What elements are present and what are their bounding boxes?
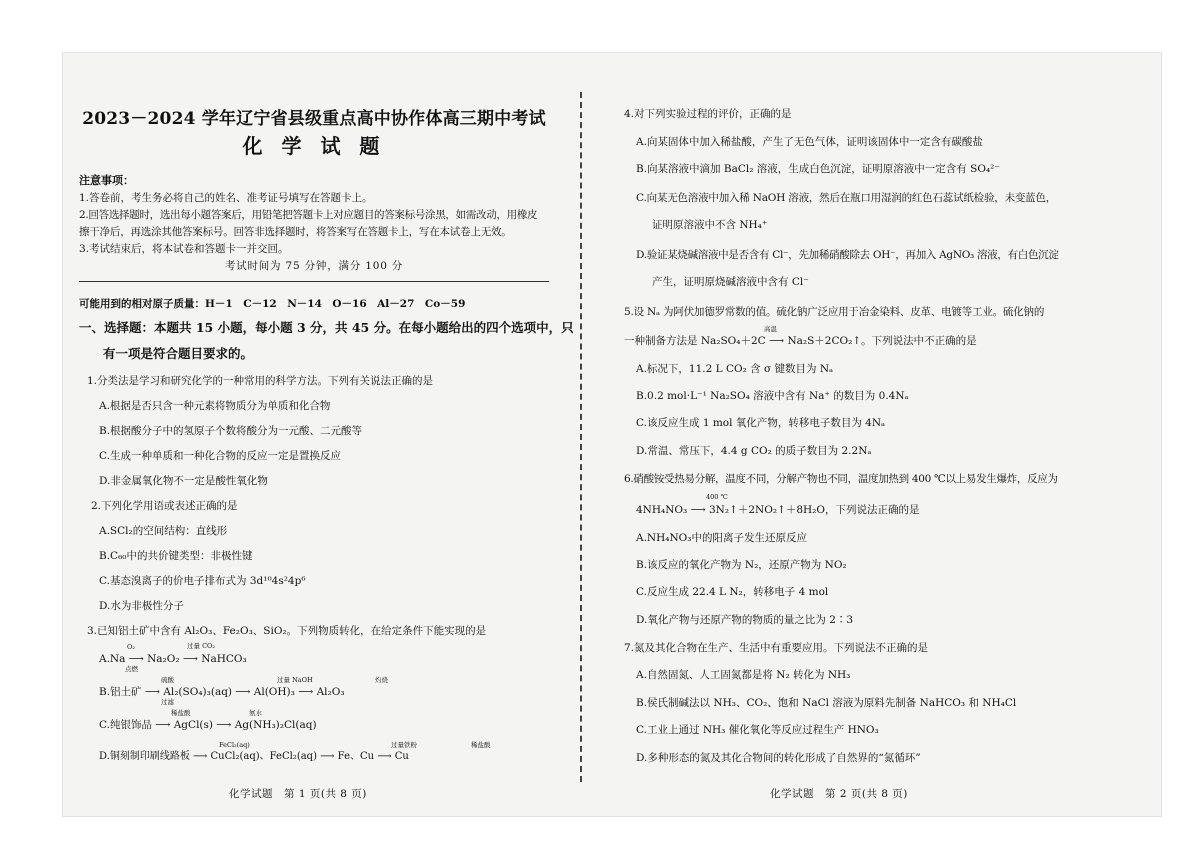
- notice-line-3: 擦干净后，再选涂其他答案标号。回答非选择题时，将答案写在答题卡上，写在本试卷上无效。: [79, 226, 512, 238]
- q3-b-condition-over-1: 硫酸: [161, 676, 174, 684]
- q6-option-a: A.NH₄NO₃中的阳离子发生还原反应: [636, 532, 807, 544]
- q3-option-d: D.铜刻制印刷线路板 ⟶ CuCl₂(aq)、FeCl₂(aq) ⟶ Fe、Cu ⟶ Cu: [99, 751, 409, 762]
- q3-d-condition-over-2: 过量铁粉: [391, 741, 417, 749]
- page-2-footer: 化学试题 第 2 页(共 8 页): [770, 788, 908, 800]
- q7-option-a: A.自然固氮、人工固氮都是将 N₂ 转化为 NH₃: [636, 669, 851, 681]
- q5-stem-line-2: 一种制备方法是 Na₂SO₄＋2C ⟶ Na₂S＋2CO₂↑。下列说法中不正确的是: [624, 335, 977, 347]
- q4-option-b: B.向某溶液中滴加 BaCl₂ 溶液，生成白色沉淀，证明原溶液中一定含有 SO₄²⁻: [636, 163, 1000, 175]
- q7-option-c: C.工业上通过 NH₃ 催化氧化等反应过程生产 HNO₃: [636, 724, 879, 736]
- q3-b-condition-over-2: 过量 NaOH: [277, 676, 313, 684]
- q5-option-c: C.该反应生成 1 mol 氧化产物，转移电子数目为 4Nₐ: [636, 417, 886, 429]
- q5-option-b: B.0.2 mol·L⁻¹ Na₂SO₄ 溶液中含有 Na⁺ 的数目为 0.4Nₐ: [636, 390, 909, 402]
- notice-line-4: 3.考试结束后，将本试卷和答题卡一并交回。: [79, 243, 289, 255]
- exam-subtitle: 化 学 试 题: [242, 134, 386, 158]
- q6-condition-over: 400 ℃: [706, 493, 728, 501]
- q7-stem: 7.氮及其化合物在生产、生活中有重要应用。下列说法不正确的是: [624, 642, 929, 654]
- q5-option-a: A.标况下，11.2 L CO₂ 含 σ 键数目为 Nₐ: [636, 363, 834, 375]
- q3-d-condition-over-1: FeCl₃(aq): [219, 741, 250, 749]
- exam-paper: [62, 52, 1162, 817]
- q1-option-c: C.生成一种单质和一种化合物的反应一定是置换反应: [99, 450, 341, 462]
- q7-option-d: D.多种形态的氮及其化合物间的转化形成了自然界的“氮循环”: [636, 752, 921, 764]
- notice-line-1: 1.答卷前，考生务必将自己的姓名、准考证号填写在答题卡上。: [79, 192, 373, 204]
- q6-option-c: C.反应生成 22.4 L N₂，转移电子 4 mol: [636, 586, 829, 598]
- page-divider: [580, 92, 582, 782]
- q3-a-condition-over-1: O₂: [127, 643, 135, 651]
- exam-title: 2023－2024 学年辽宁省县级重点高中协作体高三期中考试: [82, 109, 546, 129]
- q4-option-c-line-1: C.向某无色溶液中加入稀 NaOH 溶液，然后在瓶口用湿润的红色石蕊试纸检验，未变蓝色，: [636, 192, 1057, 204]
- q3-a-condition-under-1: 点燃: [125, 665, 138, 673]
- q2-option-a: A.SCl₂的空间结构：直线形: [99, 525, 228, 537]
- atomic-masses: 可能用到的相对原子质量：H－1 C－12 N－14 O－16 Al－27 Co－59: [79, 298, 466, 310]
- q1-stem: 1.分类法是学习和研究化学的一种常用的科学方法。下列有关说法正确的是: [87, 375, 434, 387]
- header-rule: [79, 281, 549, 282]
- q6-option-b: B.该反应的氧化产物为 N₂，还原产物为 NO₂: [636, 559, 847, 571]
- q5-condition-over: 高温: [764, 325, 777, 333]
- section-heading-line-1: 一、选择题：本题共 15 小题，每小题 3 分，共 45 分。在每小题给出的四个选项中，只: [79, 320, 574, 335]
- q4-option-d-line-2: 产生，证明原烧碱溶液中含有 Cl⁻: [652, 276, 809, 288]
- q6-stem-line-1: 6.硝酸铵受热易分解，温度不同，分解产物也不同，温度加热到 400 ℃以上易发生爆炸，反应为: [624, 473, 1058, 485]
- q5-stem-line-1: 5.设 Nₐ 为阿伏加德罗常数的值。硫化钠广泛应用于冶金染料、皮革、电镀等工业。硫化钠的: [624, 306, 1045, 318]
- q1-option-a: A.根据是否只含一种元素将物质分为单质和化合物: [99, 400, 331, 412]
- q3-c-condition-over-1: 稀盐酸: [171, 709, 191, 717]
- q3-b-condition-under-1: 过滤: [161, 698, 174, 706]
- page-1-footer: 化学试题 第 1 页(共 8 页): [229, 788, 367, 800]
- q7-option-b: B.侯氏制碱法以 NH₃、CO₂、饱和 NaCl 溶液为原料先制备 NaHCO₃ 和 NH₄Cl: [636, 697, 1017, 709]
- q4-option-a: A.向某固体中加入稀盐酸，产生了无色气体，证明该固体中一定含有碳酸盐: [636, 136, 983, 148]
- q1-option-b: B.根据酸分子中的氢原子个数将酸分为一元酸、二元酸等: [99, 425, 363, 437]
- q3-option-c: C.纯银饰品 ⟶ AgCl(s) ⟶ Ag(NH₃)₂Cl(aq): [99, 719, 317, 731]
- q1-option-d: D.非金属氧化物不一定是酸性氧化物: [99, 475, 268, 487]
- q2-option-d: D.水为非极性分子: [99, 600, 184, 612]
- notice-line-2: 2.回答选择题时，选出每小题答案后，用铅笔把答题卡上对应题目的答案标号涂黑，如需改动，用橡皮: [79, 209, 538, 221]
- q3-stem: 3.已知铝土矿中含有 Al₂O₃、Fe₂O₃、SiO₂。下列物质转化，在给定条件下能实现的是: [87, 625, 487, 637]
- q2-stem: 2.下列化学用语或表述正确的是: [91, 500, 238, 512]
- section-heading-line-2: 有一项是符合题目要求的。: [103, 346, 254, 361]
- q4-option-d-line-1: D.验证某烧碱溶液中是否含有 Cl⁻，先加稀硝酸除去 OH⁻，再加入 AgNO₃ 溶液，有白色沉淀: [636, 249, 1059, 261]
- q6-stem-line-2: 4NH₄NO₃ ⟶ 3N₂↑＋2NO₂↑＋8H₂O，下列说法正确的是: [636, 504, 920, 516]
- q2-option-b: B.C₆₀中的共价键类型：非极性键: [99, 550, 253, 562]
- q4-stem: 4.对下列实验过程的评价，正确的是: [624, 108, 792, 120]
- notice-heading: 注意事项：: [79, 174, 134, 187]
- q4-option-c-line-2: 证明原溶液中不含 NH₄⁺: [652, 219, 768, 231]
- q2-option-c: C.基态溴离子的价电子排布式为 3d¹⁰4s²4p⁶: [99, 575, 306, 587]
- q3-option-b: B.铝土矿 ⟶ Al₂(SO₄)₃(aq) ⟶ Al(OH)₃ ⟶ Al₂O₃: [99, 686, 345, 698]
- q3-b-condition-over-3: 灼烧: [375, 676, 388, 684]
- q3-a-condition-over-2: 过量 CO₂: [187, 642, 215, 650]
- q3-option-a: A.Na ⟶ Na₂O₂ ⟶ NaHCO₃: [99, 653, 247, 665]
- q6-option-d: D.氧化产物与还原产物的物质的量之比为 2∶3: [636, 614, 854, 626]
- exam-time: 考试时间为 75 分钟，满分 100 分: [224, 260, 404, 272]
- q5-option-d: D.常温、常压下，4.4 g CO₂ 的质子数目为 2.2Nₐ: [636, 445, 872, 457]
- q3-d-condition-over-3: 稀盐酸: [471, 741, 491, 749]
- q3-c-condition-over-2: 氨水: [249, 709, 262, 717]
